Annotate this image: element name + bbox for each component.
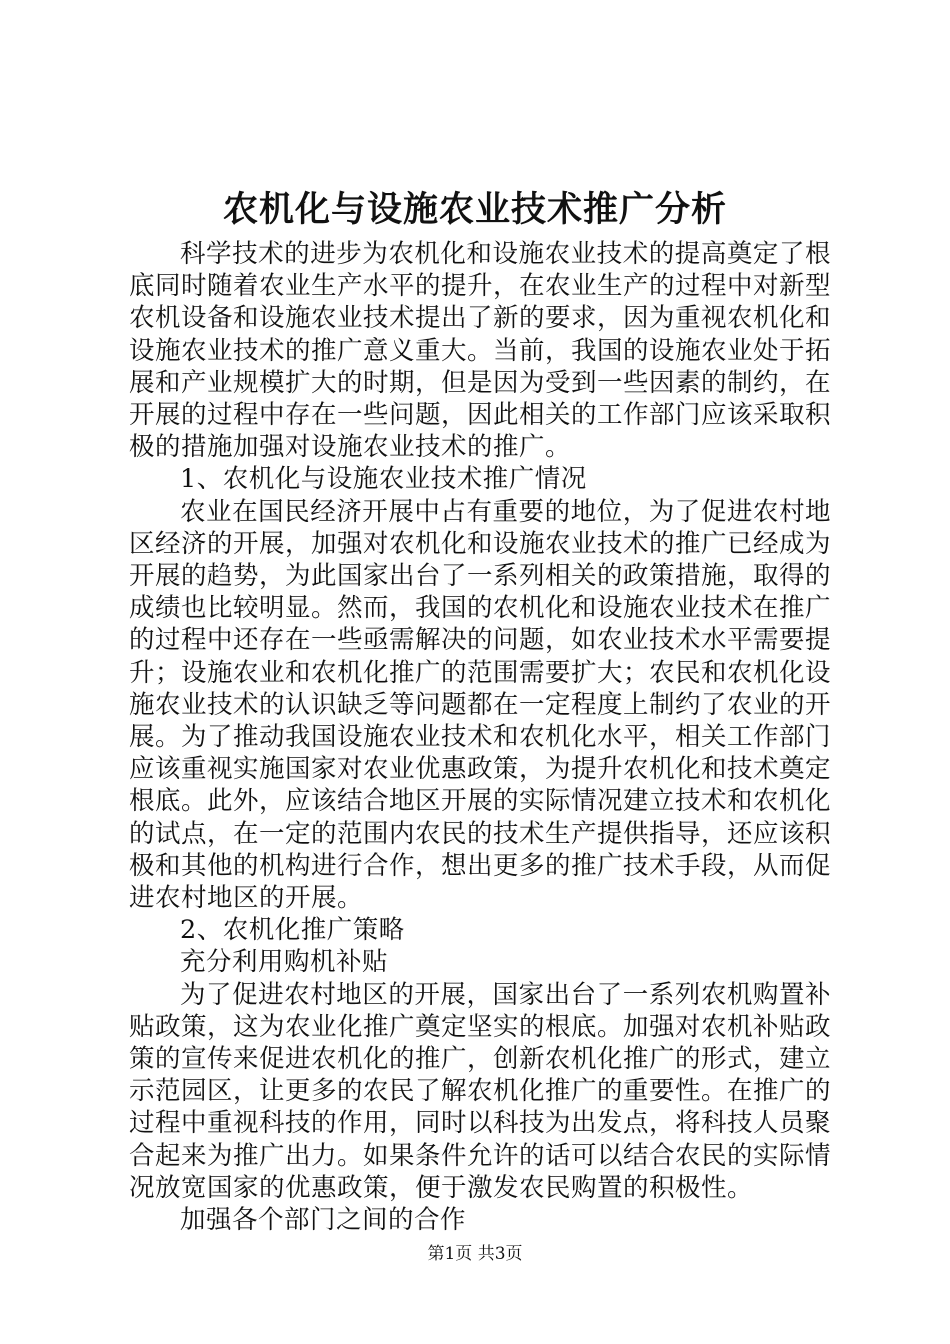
document-title: 农机化与设施农业技术推广分析 <box>222 189 727 230</box>
subheading-cooperation: 加强各个部门之间的合作 <box>180 1205 467 1236</box>
page-footer: 第1页 共3页 <box>427 1244 523 1264</box>
paragraph-subsidy: 为了促进农村地区的开展，国家出台了一系列农机购置补贴政策，这为农业化推广奠定坚实的根底。加强对农机补贴政策的宣传来促进农机化的推广，创新农机化推广的形式，建立示范园区，让更多的农民了解农机化推广的重要性。在推广的过程中重视科技的作用，同时以科技为出发点，将科技人员聚合起来为推广出力。如果条件允许的话可以结合农民的实际情况放宽国家的优惠政策，便于激发农民购置的积极性。 <box>129 979 832 1203</box>
subheading-subsidy: 充分利用购机补贴 <box>180 947 389 978</box>
document-body <box>129 238 831 1236</box>
section-heading-1: 1、农机化与设施农业技术推广情况 <box>180 464 587 495</box>
paragraph-intro: 科学技术的进步为农机化和设施农业技术的提高奠定了根底同时随着农业生产水平的提升，在农业生产的过程中对新型农机设备和设施农业技术提出了新的要求，因为重视农机化和设施农业技术的推广意义重大。当前，我国的设施农业处于拓展和产业规模扩大的时期，但是因为受到一些因素的制约，在开展的过程中存在一些问题，因此相关的工作部门应该采取积极的措施加强对设施农业技术的推广。 <box>129 239 832 463</box>
paragraph-section-1: 农业在国民经济开展中占有重要的地位，为了促进农村地区经济的开展，加强对农机化和设施农业技术的推广已经成为开展的趋势，为此国家出台了一系列相关的政策措施，取得的成绩也比较明显。然而，我国的农机化和设施农业技术在推广的过程中还存在一些亟需解决的问题，如农业技术水平需要提升；设施农业和农机化推广的范围需要扩大；农民和农机化设施农业技术的认识缺乏等问题都在一定程度上制约了农业的开展。为了推动我国设施农业技术和农机化水平，相关工作部门应该重视实施国家对农业优惠政策，为提升农机化和技术奠定根底。此外，应该结合地区开展的实际情况建立技术和农机化的试点，在一定的范围内农民的技术生产提供指导，还应该积极和其他的机构进行合作，想出更多的推广技术手段，从而促进农村地区的开展。 <box>129 496 832 914</box>
section-heading-2: 2、农机化推广策略 <box>180 915 405 946</box>
